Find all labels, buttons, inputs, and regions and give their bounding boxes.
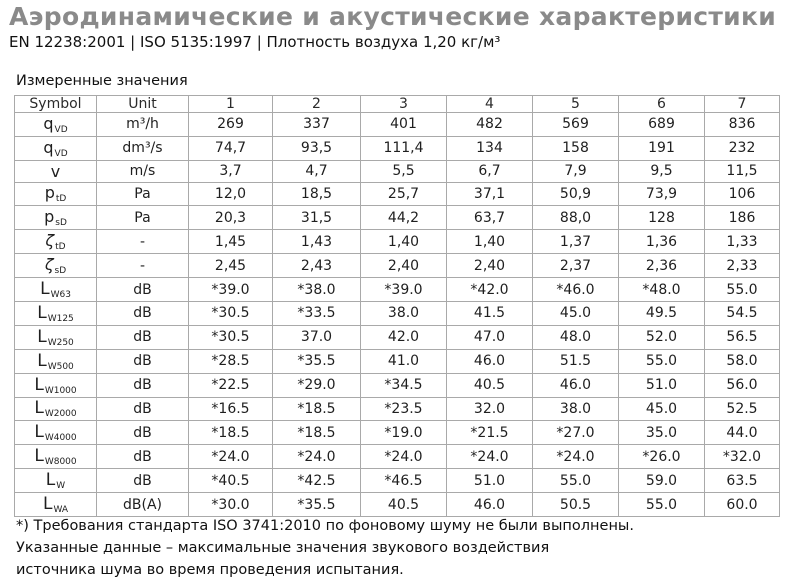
value-cell: *30.5 xyxy=(189,325,273,349)
symbol-main: p xyxy=(44,183,55,203)
table-row xyxy=(15,397,780,421)
value-cell: 55.0 xyxy=(619,493,705,517)
value-cell: 2,43 xyxy=(273,254,361,278)
value-cell: 50,9 xyxy=(533,182,619,206)
unit-cell: dB xyxy=(97,445,189,469)
value-cell: 2,40 xyxy=(447,254,533,278)
value-cell: *18.5 xyxy=(273,397,361,421)
symbol-subscript: VD xyxy=(54,124,68,135)
value-cell: 63,7 xyxy=(447,206,533,230)
symbol-cell xyxy=(15,182,97,206)
header-symbol: Symbol xyxy=(15,96,97,113)
unit-cell: dB xyxy=(97,301,189,325)
symbol-main: L xyxy=(45,470,56,491)
value-cell: *30.5 xyxy=(189,301,273,325)
value-cell: 191 xyxy=(619,136,705,160)
value-cell: 3,7 xyxy=(189,160,273,182)
value-cell: 49.5 xyxy=(619,301,705,325)
value-cell: 2,37 xyxy=(533,254,619,278)
value-cell: *26.0 xyxy=(619,445,705,469)
unit-cell: Pa xyxy=(97,182,189,206)
unit-cell: dB xyxy=(97,421,189,445)
value-cell: 73,9 xyxy=(619,182,705,206)
symbol-cell xyxy=(15,421,97,445)
value-cell: 55.0 xyxy=(619,349,705,373)
table-row xyxy=(15,469,780,493)
symbol-main: v xyxy=(50,161,61,181)
value-cell: 63.5 xyxy=(705,469,780,493)
page-title: Аэродинамические и акустические характеристики xyxy=(9,2,777,31)
value-cell: 482 xyxy=(447,113,533,137)
value-cell: 18,5 xyxy=(273,182,361,206)
value-cell: 88,0 xyxy=(533,206,619,230)
value-cell: 55.0 xyxy=(705,278,780,302)
symbol-subscript: W8000 xyxy=(44,457,77,468)
value-cell: 45.0 xyxy=(619,397,705,421)
value-cell: 1,40 xyxy=(361,230,447,254)
table-caption: Измеренные значения xyxy=(16,73,188,89)
value-cell: 12,0 xyxy=(189,182,273,206)
value-cell: 111,4 xyxy=(361,136,447,160)
symbol-subscript: W63 xyxy=(50,290,71,300)
header-unit: Unit xyxy=(97,96,189,113)
symbol-subscript: W250 xyxy=(47,337,74,348)
value-cell: 41.0 xyxy=(361,349,447,373)
value-cell: 269 xyxy=(189,113,273,137)
symbol-subscript: W xyxy=(56,481,66,492)
symbol-cell xyxy=(15,113,97,137)
table-row xyxy=(15,445,780,469)
value-cell: 1,37 xyxy=(533,230,619,254)
symbol-main: L xyxy=(40,279,50,299)
value-cell: 40.5 xyxy=(447,373,533,397)
symbol-cell xyxy=(15,469,97,493)
symbol-cell xyxy=(15,397,97,421)
table-row xyxy=(15,349,780,373)
unit-cell: - xyxy=(97,254,189,278)
symbol-cell xyxy=(15,206,97,230)
table-row xyxy=(15,301,780,325)
value-cell: 31,5 xyxy=(273,206,361,230)
table-row xyxy=(15,493,780,517)
table-row xyxy=(15,373,780,397)
symbol-cell xyxy=(15,278,97,302)
value-cell: 2,40 xyxy=(361,254,447,278)
value-cell: 40.5 xyxy=(361,493,447,517)
value-cell: *46.5 xyxy=(361,469,447,493)
value-cell: 51.0 xyxy=(619,373,705,397)
value-cell: 54.5 xyxy=(705,301,780,325)
symbol-cell xyxy=(15,230,97,254)
symbol-cell xyxy=(15,493,97,517)
value-cell: *34.5 xyxy=(361,373,447,397)
value-cell: *27.0 xyxy=(533,421,619,445)
value-cell: *24.0 xyxy=(361,445,447,469)
value-cell: 5,5 xyxy=(361,160,447,182)
unit-cell: m/s xyxy=(97,160,189,182)
table-row xyxy=(15,421,780,445)
symbol-main: L xyxy=(34,398,44,419)
value-cell: 46.0 xyxy=(447,349,533,373)
footnote-note-line2: источника шума во время проведения испытания. xyxy=(16,562,404,578)
value-cell: *35.5 xyxy=(273,349,361,373)
value-cell: 2,45 xyxy=(189,254,273,278)
symbol-subscript: W4000 xyxy=(44,433,77,444)
value-cell: 20,3 xyxy=(189,206,273,230)
value-cell: *18.5 xyxy=(273,421,361,445)
value-cell: *42.5 xyxy=(273,469,361,493)
value-cell: 1,36 xyxy=(619,230,705,254)
value-cell: 836 xyxy=(705,113,780,137)
header-point-5: 5 xyxy=(533,96,619,113)
value-cell: *24.0 xyxy=(533,445,619,469)
unit-cell: dB xyxy=(97,397,189,421)
symbol-main: L xyxy=(34,422,44,443)
value-cell: 51.5 xyxy=(533,349,619,373)
value-cell: 4,7 xyxy=(273,160,361,182)
value-cell: *21.5 xyxy=(447,421,533,445)
value-cell: 47.0 xyxy=(447,325,533,349)
unit-cell: dB xyxy=(97,373,189,397)
unit-cell: dB(A) xyxy=(97,493,189,517)
value-cell: *40.5 xyxy=(189,469,273,493)
value-cell: 38.0 xyxy=(533,397,619,421)
value-cell: *39.0 xyxy=(189,278,273,302)
header-point-4: 4 xyxy=(447,96,533,113)
value-cell: 45.0 xyxy=(533,301,619,325)
value-cell: 60.0 xyxy=(705,493,780,517)
symbol-cell xyxy=(15,373,97,397)
unit-cell: dB xyxy=(97,469,189,493)
unit-cell: dB xyxy=(97,349,189,373)
symbol-cell xyxy=(15,160,97,182)
value-cell: 35.0 xyxy=(619,421,705,445)
value-cell: 2,36 xyxy=(619,254,705,278)
value-cell: 59.0 xyxy=(619,469,705,493)
value-cell: 44.0 xyxy=(705,421,780,445)
value-cell: 186 xyxy=(705,206,780,230)
symbol-main: L xyxy=(34,374,44,395)
value-cell: 689 xyxy=(619,113,705,137)
table-row xyxy=(15,113,780,137)
value-cell: 134 xyxy=(447,136,533,160)
value-cell: 56.5 xyxy=(705,325,780,349)
value-cell: 56.0 xyxy=(705,373,780,397)
value-cell: *24.0 xyxy=(189,445,273,469)
value-cell: 74,7 xyxy=(189,136,273,160)
symbol-subscript: W1000 xyxy=(44,385,77,396)
value-cell: *38.0 xyxy=(273,278,361,302)
value-cell: 11,5 xyxy=(705,160,780,182)
value-cell: 55.0 xyxy=(533,469,619,493)
value-cell: 401 xyxy=(361,113,447,137)
value-cell: *42.0 xyxy=(447,278,533,302)
value-cell: 93,5 xyxy=(273,136,361,160)
value-cell: 128 xyxy=(619,206,705,230)
value-cell: *30.0 xyxy=(189,493,273,517)
value-cell: *48.0 xyxy=(619,278,705,302)
value-cell: 41.5 xyxy=(447,301,533,325)
value-cell: 106 xyxy=(705,182,780,206)
value-cell: *23.5 xyxy=(361,397,447,421)
footnote-iso: *) Требования стандарта ISO 3741:2010 по фоновому шуму не были выполнены. xyxy=(16,518,634,534)
table-row xyxy=(15,254,780,278)
value-cell: *28.5 xyxy=(189,349,273,373)
header-point-7: 7 xyxy=(705,96,780,113)
table-row xyxy=(15,136,780,160)
header-point-3: 3 xyxy=(361,96,447,113)
value-cell: 48.0 xyxy=(533,325,619,349)
value-cell: 46.0 xyxy=(447,493,533,517)
symbol-cell xyxy=(15,254,97,278)
table-row xyxy=(15,160,780,182)
symbol-cell xyxy=(15,349,97,373)
value-cell: 46.0 xyxy=(533,373,619,397)
symbol-main: q xyxy=(43,113,54,133)
value-cell: *33.5 xyxy=(273,301,361,325)
symbol-cell xyxy=(15,136,97,160)
unit-cell: m³/h xyxy=(97,113,189,137)
symbol-subscript: sD xyxy=(55,218,67,229)
value-cell: 2,33 xyxy=(705,254,780,278)
value-cell: 158 xyxy=(533,136,619,160)
value-cell: *19.0 xyxy=(361,421,447,445)
value-cell: 50.5 xyxy=(533,493,619,517)
table-row xyxy=(15,230,780,254)
value-cell: 32.0 xyxy=(447,397,533,421)
unit-cell: - xyxy=(97,230,189,254)
value-cell: *24.0 xyxy=(447,445,533,469)
value-cell: 38.0 xyxy=(361,301,447,325)
symbol-main: L xyxy=(37,302,47,323)
symbol-subscript: VD xyxy=(54,148,68,159)
symbol-cell xyxy=(15,445,97,469)
value-cell: 1,40 xyxy=(447,230,533,254)
value-cell: *46.0 xyxy=(533,278,619,302)
symbol-main: ζ xyxy=(45,231,55,251)
table-row xyxy=(15,206,780,230)
symbol-subscript: WA xyxy=(53,505,69,516)
value-cell: 337 xyxy=(273,113,361,137)
symbol-main: L xyxy=(37,350,47,371)
value-cell: 58.0 xyxy=(705,349,780,373)
symbol-cell xyxy=(15,301,97,325)
value-cell: 44,2 xyxy=(361,206,447,230)
symbol-subscript: tD xyxy=(55,194,67,205)
symbol-main: L xyxy=(37,326,47,347)
value-cell: 7,9 xyxy=(533,160,619,182)
value-cell: 9,5 xyxy=(619,160,705,182)
value-cell: *35.5 xyxy=(273,493,361,517)
value-cell: *16.5 xyxy=(189,397,273,421)
header-point-2: 2 xyxy=(273,96,361,113)
value-cell: *24.0 xyxy=(273,445,361,469)
value-cell: *32.0 xyxy=(705,445,780,469)
value-cell: 37,1 xyxy=(447,182,533,206)
unit-cell: dm³/s xyxy=(97,136,189,160)
value-cell: 6,7 xyxy=(447,160,533,182)
value-cell: 569 xyxy=(533,113,619,137)
symbol-main: ζ xyxy=(44,255,54,275)
value-cell: 52.0 xyxy=(619,325,705,349)
table-row xyxy=(15,182,780,206)
value-cell: 52.5 xyxy=(705,397,780,421)
value-cell: 1,43 xyxy=(273,230,361,254)
symbol-main: L xyxy=(42,494,53,515)
value-cell: *18.5 xyxy=(189,421,273,445)
measurements-table xyxy=(14,95,780,517)
value-cell: 51.0 xyxy=(447,469,533,493)
symbol-subscript: W500 xyxy=(47,361,74,372)
symbol-subscript: sD xyxy=(54,266,67,277)
header-point-6: 6 xyxy=(619,96,705,113)
value-cell: 232 xyxy=(705,136,780,160)
value-cell: 1,33 xyxy=(705,230,780,254)
value-cell: 25,7 xyxy=(361,182,447,206)
symbol-subscript: tD xyxy=(55,242,66,253)
symbol-main: p xyxy=(44,207,55,227)
symbol-main: L xyxy=(34,446,44,467)
standards-line: EN 12238:2001 | ISO 5135:1997 | Плотность воздуха 1,20 кг/м³ xyxy=(9,33,501,51)
symbol-cell xyxy=(15,325,97,349)
value-cell: *22.5 xyxy=(189,373,273,397)
symbol-main: q xyxy=(43,137,54,157)
value-cell: *29.0 xyxy=(273,373,361,397)
unit-cell: dB xyxy=(97,325,189,349)
header-point-1: 1 xyxy=(189,96,273,113)
unit-cell: Pa xyxy=(97,206,189,230)
footnote-note-line1: Указанные данные – максимальные значения звукового воздействия xyxy=(16,540,550,556)
table-header-row xyxy=(15,96,780,113)
value-cell: *39.0 xyxy=(361,278,447,302)
value-cell: 1,45 xyxy=(189,230,273,254)
table-row xyxy=(15,325,780,349)
table-row xyxy=(15,278,780,302)
value-cell: 37.0 xyxy=(273,325,361,349)
value-cell: 42.0 xyxy=(361,325,447,349)
symbol-subscript: W2000 xyxy=(44,409,77,420)
symbol-subscript: W125 xyxy=(47,313,74,324)
unit-cell: dB xyxy=(97,278,189,302)
